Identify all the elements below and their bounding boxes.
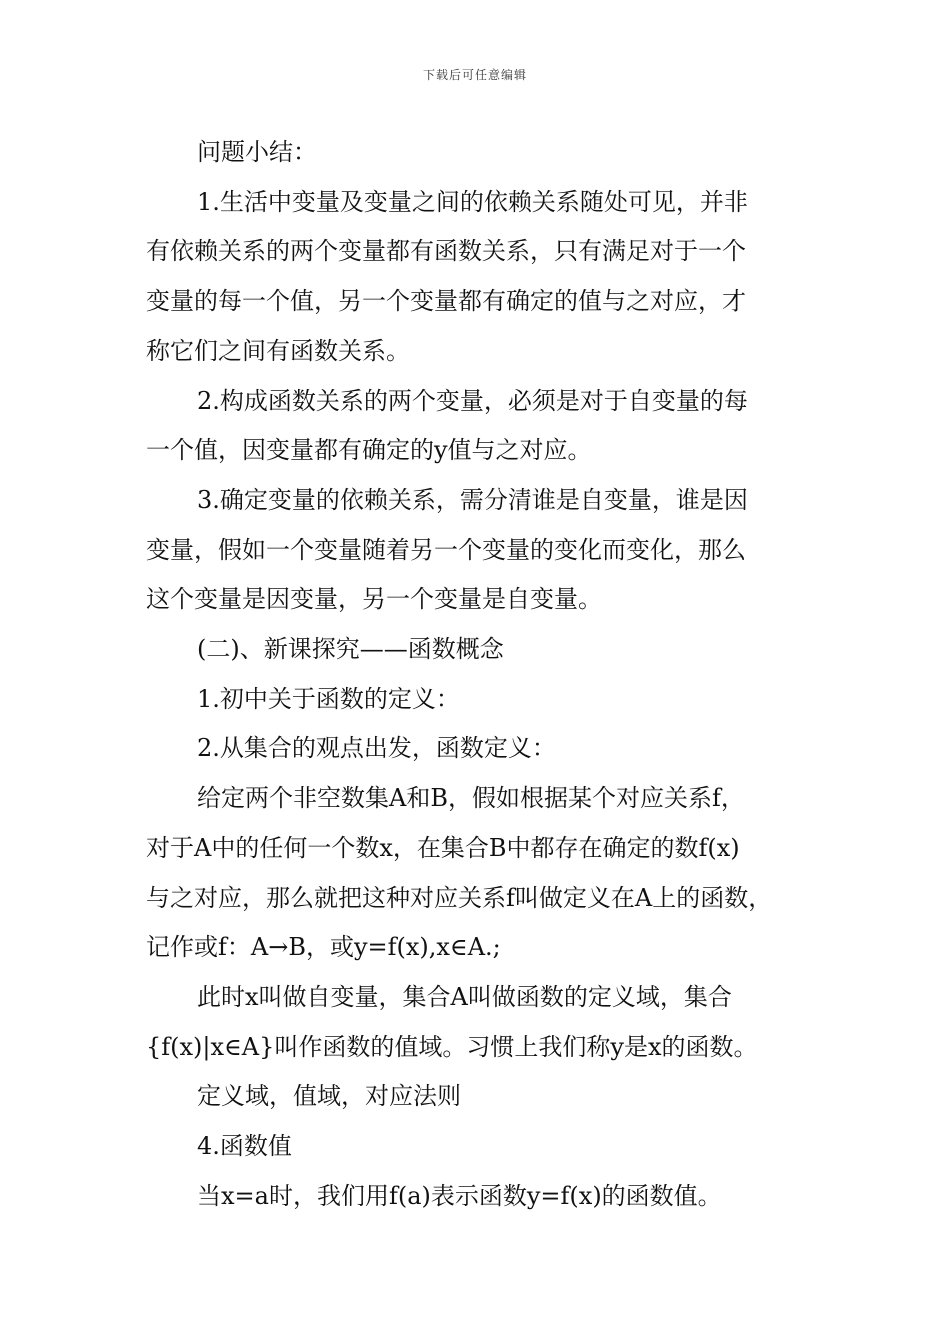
page-header: 下载后可任意编辑	[422, 68, 527, 82]
paragraph-line: 记作或f：A→B，或y=f(x),x∈A.;	[146, 933, 501, 962]
paragraph-line: 有依赖关系的两个变量都有函数关系，只有满足对于一个	[146, 237, 746, 266]
paragraph-line: 与之对应，那么就把这种对应关系f叫做定义在A上的函数，	[146, 883, 773, 912]
paragraph-line: 当x=a时，我们用f(a)表示函数y=f(x)的函数值。	[197, 1181, 722, 1210]
paragraph-line: 1.生活中变量及变量之间的依赖关系随处可见，并非	[197, 187, 748, 216]
section-heading: (二)、新课探究——函数概念	[197, 635, 504, 664]
paragraph-line: 定义域，值域，对应法则	[197, 1082, 461, 1111]
paragraph-line: 2.构成函数关系的两个变量，必须是对于自变量的每	[197, 386, 748, 415]
paragraph-line: 这个变量是因变量，另一个变量是自变量。	[146, 585, 602, 614]
paragraph-line: 一个值，因变量都有确定的y值与之对应。	[146, 436, 592, 465]
paragraph-line: 称它们之间有函数关系。	[146, 336, 410, 365]
document-body	[146, 128, 814, 1221]
paragraph-line: {f(x)|x∈A}叫作函数的值域。习惯上我们称y是x的函数。	[146, 1032, 758, 1061]
paragraph-line: 对于A中的任何一个数x，在集合B中都存在确定的数f(x)	[146, 833, 740, 862]
paragraph-line: 1.初中关于函数的定义：	[197, 684, 460, 713]
paragraph-line: 变量，假如一个变量随着另一个变量的变化而变化，那么	[146, 535, 746, 564]
paragraph-line: 此时x叫做自变量，集合A叫做函数的定义域，集合	[197, 982, 732, 1011]
paragraph-line: 变量的每一个值，另一个变量都有确定的值与之对应，才	[146, 287, 746, 316]
paragraph-line: 给定两个非空数集A和B，假如根据某个对应关系f，	[197, 784, 745, 813]
summary-heading: 问题小结：	[197, 138, 317, 166]
paragraph-line: 2.从集合的观点出发，函数定义：	[197, 734, 556, 763]
paragraph-line: 3.确定变量的依赖关系，需分清谁是自变量，谁是因	[197, 485, 748, 514]
paragraph-line: 4.函数值	[197, 1132, 292, 1161]
